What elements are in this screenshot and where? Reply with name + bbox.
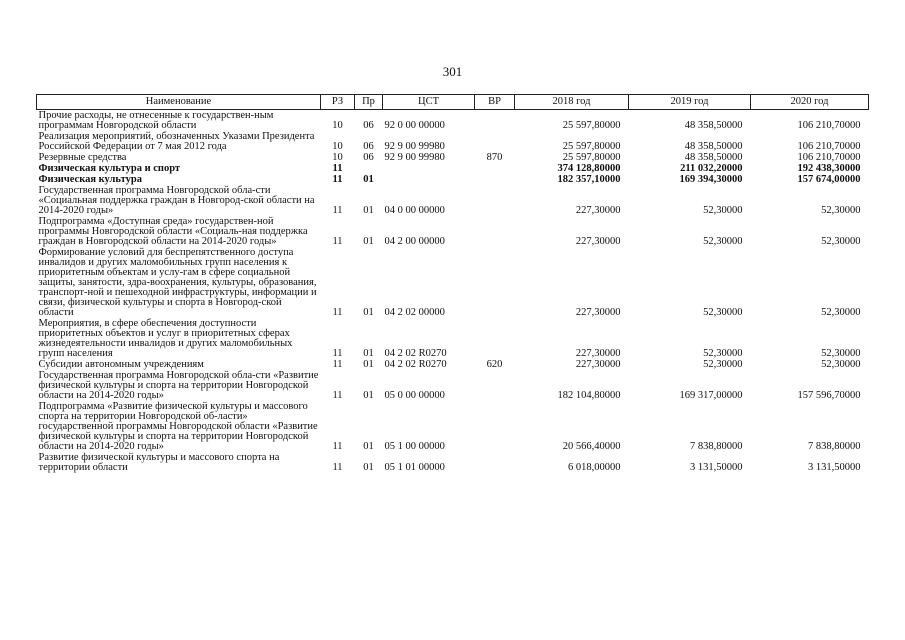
table-row (37, 131, 869, 152)
cell-pr: 01 (363, 236, 374, 247)
cell-2018: 6 018,00000 (568, 462, 621, 473)
cell-pr: 01 (363, 390, 374, 401)
cell-pr: 01 (363, 205, 374, 216)
cell-rz: 11 (332, 163, 343, 174)
header-name: Наименование (37, 95, 321, 110)
cell-rz: 11 (332, 390, 343, 401)
cell-vr (475, 318, 515, 359)
table-header-row (37, 95, 869, 110)
cell-rz: 11 (332, 348, 343, 359)
cell-pr: 06 (363, 152, 374, 163)
cell-2019: 48 358,50000 (684, 120, 743, 131)
cell-2019: 52,30000 (703, 359, 743, 370)
cell-vr (475, 185, 515, 216)
cell-name: Прочие расходы, не отнесенные к государствен-ным программам Новгородской области (38, 110, 274, 131)
cell-name: Государственная программа Новгородской обла-сти «Развитие физической культуры и спорта на территории Новгородской области на 2014-2020 годы» (38, 370, 319, 401)
cell-name: Физическая культура (38, 174, 142, 185)
cell-2020: 52,30000 (821, 359, 861, 370)
cell-pr: 01 (363, 462, 374, 473)
cell-2020: 157 596,70000 (797, 390, 861, 401)
table-row (37, 152, 869, 163)
cell-pr: 06 (363, 141, 374, 152)
cell-name: Подпрограмма «Развитие физической культуры и массового спорта на территории Новгородской об-ласти» государственной программы Новгородской области «Развитие физической культуры и спорта на территории Новгородской области на 2014-2020 годы» (38, 401, 318, 452)
table-row (37, 318, 869, 359)
cell-2020: 106 210,70000 (797, 120, 861, 131)
table-row (37, 163, 869, 174)
header-vr: ВР (475, 95, 515, 110)
header-rz: РЗ (321, 95, 355, 110)
header-2019: 2019 год (629, 95, 751, 110)
cell-pr: 01 (363, 307, 374, 318)
cell-2018: 25 597,80000 (562, 152, 621, 163)
table-row (37, 370, 869, 401)
cell-2019: 48 358,50000 (684, 152, 743, 163)
cell-2018: 182 104,80000 (557, 390, 621, 401)
cell-2020: 106 210,70000 (797, 152, 861, 163)
cell-2019: 52,30000 (703, 348, 743, 359)
table-row (37, 216, 869, 247)
table-row (37, 110, 869, 132)
cell-2020: 3 131,50000 (808, 462, 861, 473)
table-row (37, 452, 869, 473)
cell-cst: 05 0 00 00000 (384, 390, 445, 401)
cell-rz: 11 (332, 205, 343, 216)
cell-cst: 04 2 00 00000 (384, 236, 445, 247)
cell-2019: 169 317,00000 (679, 390, 743, 401)
cell-vr (475, 452, 515, 473)
cell-rz: 11 (332, 462, 343, 473)
cell-2020: 7 838,80000 (808, 441, 861, 452)
cell-cst (383, 174, 475, 185)
cell-2020: 192 438,30000 (797, 163, 861, 174)
cell-vr: 870 (486, 152, 503, 163)
cell-name: Подпрограмма «Доступная среда» государствен-ной программы Новгородской области «Социаль-ная поддержка граждан в Новгородской области на 2014-2020 годы» (38, 216, 308, 247)
cell-cst: 04 2 02 R0270 (384, 348, 447, 359)
budget-table (36, 94, 869, 473)
cell-name: Реализация мероприятий, обозначенных Указами Президента Российской Федерации от 7 мая 2012 года (38, 131, 315, 152)
cell-vr (475, 174, 515, 185)
cell-2019: 7 838,80000 (690, 441, 743, 452)
cell-rz: 11 (332, 174, 343, 185)
cell-rz: 10 (332, 152, 343, 163)
cell-2019: 169 394,30000 (679, 174, 743, 185)
cell-2018: 182 357,10000 (557, 174, 621, 185)
header-2020: 2020 год (751, 95, 869, 110)
cell-2018: 25 597,80000 (562, 120, 621, 131)
cell-pr: 06 (363, 120, 374, 131)
cell-2018: 374 128,80000 (557, 163, 621, 174)
cell-cst: 05 1 01 00000 (384, 462, 445, 473)
cell-2020: 52,30000 (821, 236, 861, 247)
cell-2020: 52,30000 (821, 348, 861, 359)
cell-rz: 10 (332, 141, 343, 152)
header-pr: Пр (355, 95, 383, 110)
table-row (37, 359, 869, 370)
cell-rz: 10 (332, 120, 343, 131)
table-body (37, 110, 869, 474)
cell-cst: 05 1 00 00000 (384, 441, 445, 452)
cell-2020: 52,30000 (821, 205, 861, 216)
cell-2018: 20 566,40000 (562, 441, 621, 452)
header-cst: ЦСТ (383, 95, 475, 110)
cell-name: Мероприятия, в сфере обеспечения доступности приоритетных объектов и услуг в приоритетных сферах жизнедеятельности инвалидов и других маломобильных групп населения (38, 318, 293, 359)
cell-2018: 227,30000 (575, 236, 621, 247)
page-number: 301 (442, 64, 463, 79)
cell-name: Формирование условий для беспрепятственного доступа инвалидов и других маломобильных групп населения к приоритетным объектам и услу-гам в сфере социальной защиты, занятости, здра-воохранения, культуры, образования, транспорт-ной и пешеходной инфраструктуры, информации и связи, физической культуры и спорта в Новгород-ской области (38, 247, 317, 318)
cell-rz: 11 (332, 441, 343, 452)
cell-pr: 01 (363, 441, 374, 452)
cell-2019: 52,30000 (703, 236, 743, 247)
cell-2018: 25 597,80000 (562, 141, 621, 152)
table-row (37, 401, 869, 452)
header-2018: 2018 год (515, 95, 629, 110)
cell-vr (475, 163, 515, 174)
cell-rz: 11 (332, 359, 343, 370)
cell-pr: 01 (363, 348, 374, 359)
cell-2018: 227,30000 (575, 359, 621, 370)
cell-2018: 227,30000 (575, 307, 621, 318)
cell-2019: 3 131,50000 (690, 462, 743, 473)
cell-2020: 157 674,00000 (797, 174, 861, 185)
cell-pr: 01 (363, 359, 374, 370)
cell-2020: 52,30000 (821, 307, 861, 318)
cell-cst: 04 2 02 00000 (384, 307, 445, 318)
cell-rz: 11 (332, 307, 343, 318)
cell-cst: 04 2 02 R0270 (384, 359, 447, 370)
cell-cst: 92 0 00 00000 (384, 120, 445, 131)
table-row (37, 185, 869, 216)
cell-pr: 01 (363, 174, 374, 185)
cell-vr (475, 401, 515, 452)
cell-name: Физическая культура и спорт (38, 163, 181, 174)
cell-name: Субсидии автономным учреждениям (38, 359, 204, 370)
cell-2019: 48 358,50000 (684, 141, 743, 152)
cell-vr (475, 216, 515, 247)
cell-2020: 106 210,70000 (797, 141, 861, 152)
cell-name: Резервные средства (38, 152, 127, 163)
cell-2018: 227,30000 (575, 205, 621, 216)
table-row (37, 247, 869, 318)
cell-name: Развитие физической культуры и массового спорта на территории области (38, 452, 280, 473)
cell-2019: 52,30000 (703, 205, 743, 216)
cell-cst (383, 163, 475, 174)
cell-vr (475, 110, 515, 132)
cell-2019: 52,30000 (703, 307, 743, 318)
cell-cst: 92 9 00 99980 (384, 141, 445, 152)
cell-pr (355, 163, 383, 174)
cell-vr (475, 131, 515, 152)
cell-vr (475, 247, 515, 318)
cell-2018: 227,30000 (575, 348, 621, 359)
cell-2019: 211 032,20000 (680, 163, 743, 174)
cell-cst: 04 0 00 00000 (384, 205, 445, 216)
cell-name: Государственная программа Новгородской обла-сти «Социальная поддержка граждан в Новгород-ской области на 2014-2020 годы» (38, 185, 315, 216)
cell-vr (475, 370, 515, 401)
cell-vr: 620 (486, 359, 503, 370)
cell-cst: 92 9 00 99980 (384, 152, 445, 163)
cell-rz: 11 (332, 236, 343, 247)
table-row (37, 174, 869, 185)
